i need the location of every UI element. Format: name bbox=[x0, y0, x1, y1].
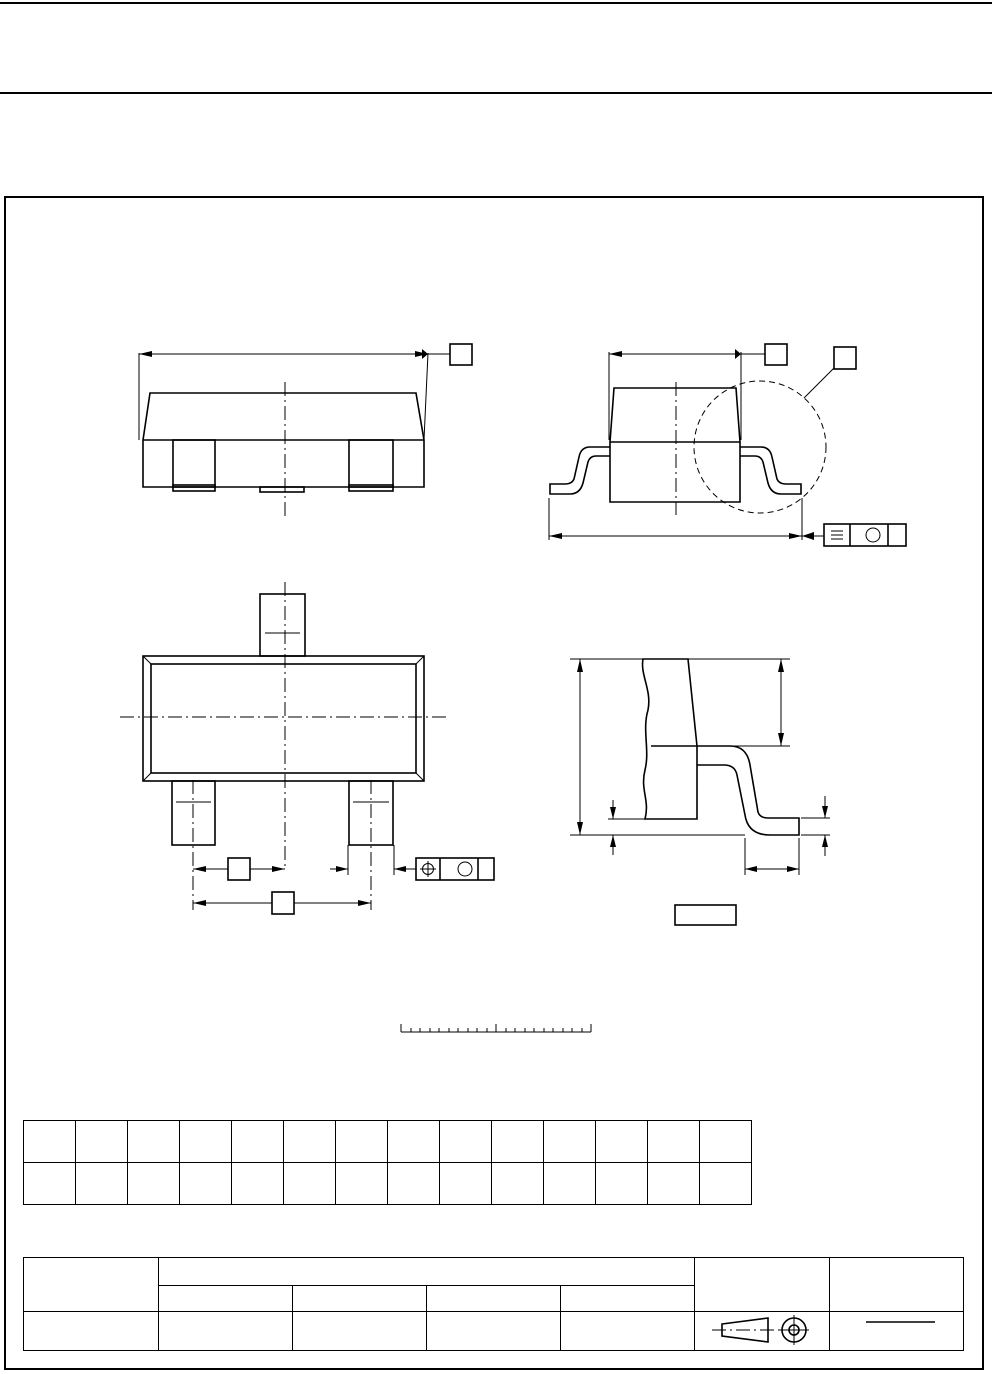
reference-cell bbox=[159, 1312, 293, 1351]
table-cell bbox=[596, 1121, 648, 1163]
table-cell bbox=[336, 1121, 388, 1163]
table-cell bbox=[284, 1121, 336, 1163]
table-cell bbox=[596, 1163, 648, 1205]
detail-view bbox=[570, 659, 830, 925]
table-cell bbox=[232, 1121, 284, 1163]
dim-box-e bbox=[272, 892, 294, 914]
table-cell bbox=[440, 1121, 492, 1163]
reference-column-header bbox=[293, 1285, 427, 1312]
table-cell bbox=[700, 1163, 752, 1205]
projection-header bbox=[695, 1258, 830, 1312]
reference-cell bbox=[561, 1312, 695, 1351]
outline-version-cell bbox=[24, 1312, 159, 1351]
outline-reference-table bbox=[23, 1257, 964, 1351]
table-cell bbox=[388, 1121, 440, 1163]
references-header bbox=[159, 1258, 695, 1286]
table-cell bbox=[700, 1121, 752, 1163]
table-cell bbox=[388, 1163, 440, 1205]
table-cell bbox=[76, 1121, 128, 1163]
projection-cell bbox=[695, 1312, 830, 1351]
reference-column-header bbox=[561, 1285, 695, 1312]
side-view bbox=[549, 344, 906, 546]
datum-box-b bbox=[765, 344, 787, 365]
table-cell bbox=[24, 1121, 76, 1163]
scale-bar bbox=[401, 1024, 591, 1032]
table-row bbox=[24, 1258, 964, 1286]
front-view bbox=[139, 344, 472, 520]
table-cell bbox=[76, 1163, 128, 1205]
table-cell bbox=[128, 1121, 180, 1163]
reference-cell bbox=[293, 1312, 427, 1351]
table-cell bbox=[648, 1121, 700, 1163]
table-cell bbox=[544, 1163, 596, 1205]
table-cell bbox=[284, 1163, 336, 1205]
table-cell bbox=[180, 1163, 232, 1205]
table-cell bbox=[492, 1121, 544, 1163]
table-cell bbox=[232, 1163, 284, 1205]
table-row bbox=[24, 1312, 964, 1351]
table-cell bbox=[336, 1163, 388, 1205]
outline-version-header bbox=[24, 1258, 159, 1312]
issue-date-cell bbox=[830, 1312, 964, 1351]
table-cell bbox=[648, 1163, 700, 1205]
feature-control-frame-top bbox=[824, 524, 906, 546]
reference-cell bbox=[427, 1312, 561, 1351]
dim-box-e1 bbox=[228, 858, 250, 880]
dimensions-table bbox=[23, 1120, 752, 1205]
table-cell bbox=[492, 1163, 544, 1205]
datum-box-a bbox=[450, 344, 472, 365]
table-cell bbox=[440, 1163, 492, 1205]
detail-label-box bbox=[834, 347, 856, 369]
detail-view-label-box bbox=[675, 905, 736, 925]
issue-date-header bbox=[830, 1258, 964, 1312]
table-cell bbox=[180, 1121, 232, 1163]
reference-column-header bbox=[427, 1285, 561, 1312]
feature-control-frame-bottom bbox=[416, 858, 494, 880]
table-cell bbox=[24, 1163, 76, 1205]
reference-column-header bbox=[159, 1285, 293, 1312]
table-row bbox=[24, 1163, 752, 1205]
table-row bbox=[24, 1121, 752, 1163]
top-view bbox=[120, 582, 494, 914]
table-cell bbox=[128, 1163, 180, 1205]
table-cell bbox=[544, 1121, 596, 1163]
